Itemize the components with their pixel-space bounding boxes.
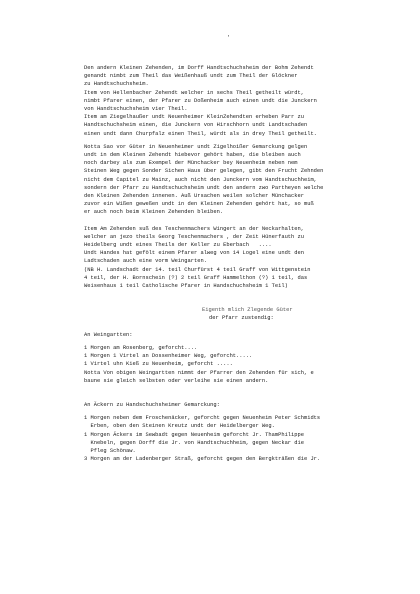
section-heading [84,306,404,322]
text-line: Handtschuchsheim einen, die Junckern von Hirschhorn undt Landtschaden [84,122,308,129]
text-line: Item Am Zehenden suß des Teschenmachers Wingert an der Neckarhalten, [84,225,304,232]
text-line: genandt nimbt zum Theil das Weißenhauß undt zum Theil der Glöckner [84,73,298,80]
text-line: nicht dem Capitel zu Mainz, auch nicht den Junckern vom Handtschuchheim, [84,176,317,183]
list-item: Erben, oben den Steinen Kreutz undt der Heidelberger Weg. [84,423,275,430]
section-weingartten [84,331,404,385]
text-line: einen undt dann Churpfalz einen Theil, würdt als in drey Theil getheilt. [84,130,317,137]
paragraph-zehenden [84,64,404,138]
paragraph-teschenmacher [84,225,404,291]
heading-line-1: Eigenth mlich Zlegende Güter [202,307,293,314]
section-title: An Weingartten: [84,331,133,338]
text-line: undt in dem Kleinen Zehendt hiebevor gehört haben, die bleiben auch [84,152,301,159]
page-mark: ' [227,35,231,41]
section-title: An Äckern zu Handschuchsheimer Gemarckung: [84,401,220,408]
text-line: zuvor ein Wißen geweßen undt in den Kleinen Zehenden gehört hat, so muß [84,201,314,208]
list-item: 3 Morgen am der Ladenberger Straß, geforcht gegen den Bergkträßen die Jr. [84,456,321,463]
text-line: nimbt Pfarer einen, der Pfarer zu Doßenheim auch einen undt die Junckern [84,97,317,104]
text-line: zu Handtschuchsheim. [84,81,149,88]
text-line: noch darbey als zum Exempel der Münchacker bey Neuenheim neben nem [84,160,298,167]
text-line: Steinen Weg gegen Sonder Sichen Haus über gelegen, gibt den Frucht Zehnden [84,168,324,175]
text-line: Weisenhaus 1 teil Catholische Pfarer in Handschuchsheim 1 Teil) [84,283,288,290]
text-line: 4 teil, der H. Bornschein (?) 2 teil Graff Hammelthon (?) 1 teil, das [84,274,308,281]
heading-line-2: der Pfarr zustendig: [209,315,274,322]
text-line: welcher an jezo theils Georg Teschenmachers , der Zeit Hünerfauth zu [84,233,304,240]
list-item: 1 Virtel uhn Kieß zu Neuenheim, geforcht ..... [84,361,233,368]
text-line: Undt Handes hat gefölt einem Pfarer alweg von 14 Logel eine undt den [84,250,304,257]
text-line: Notta Von obigen Weingartten nimmt der Pfarrer den Zehenden für sich, e [84,369,314,376]
list-item: Pfleg Schönaw. [84,447,136,454]
text-line: er auch noch beim Kleinen Zehenden bleiben. [84,209,224,216]
text-line: baune sie gleich selbsten oder verleihe sie einen andern. [84,377,269,384]
text-line: (NB H. Landschadt der 14. teil Churfürst 4 teil Graff von Wittgenstein [84,266,311,273]
list-item: Knebeln, gegen Dorff die Jr. von Handtschuchheim, gegen Neckar die [84,439,304,446]
text-line: den Kleinen Zehenden innenen. Auß Ursachen weilen solcher Münchacker [84,193,304,200]
list-item: 1 Morgen 1 Virtel an Dossenheimer Weg, geforcht..... [84,353,253,360]
text-line: Ladtschaden auch eine vorm Weingarten. [84,258,207,265]
list-item: 1 Morgen neben dem Froschenäcker, geforcht gegen Neuenheim Peter Schmidts [84,415,321,422]
text-line: Notta Sao vor Güter in Neuenheimer undt Zigelhoißer Gemarckung gelgen [84,143,308,150]
text-line: Item von Hellenbacher Zehendt welcher in sechs Theil getheilt würdt, [84,89,304,96]
list-item: 1 Morgen Äckers im Sewbadt gegen Neuenheim geforcht Jr. ThamPhilippe [84,431,304,438]
document-body [84,64,404,463]
list-item: 1 Morgen am Rosenberg, geforcht.... [84,344,198,351]
text-line: von Handtschuchsheim vier Theil. [84,106,188,113]
text-line: Den andern Kleinen Zehenden, im Dorff Handtschuchsheim der Bohm Zehendt [84,65,314,71]
text-line: Heidelberg undt eines Theils der Keller zu Eberbach .... [84,242,272,249]
text-line: sondern der Pfarr zu Handtschuchsheim undt den andern zwo Partheyen welche [84,184,324,191]
text-line: Item am Ziegelhaußer undt Neuenheimer KleinZehendten erheben Parr zu [84,114,304,121]
section-aeckern [84,401,404,463]
paragraph-notta-gueter [84,143,404,217]
